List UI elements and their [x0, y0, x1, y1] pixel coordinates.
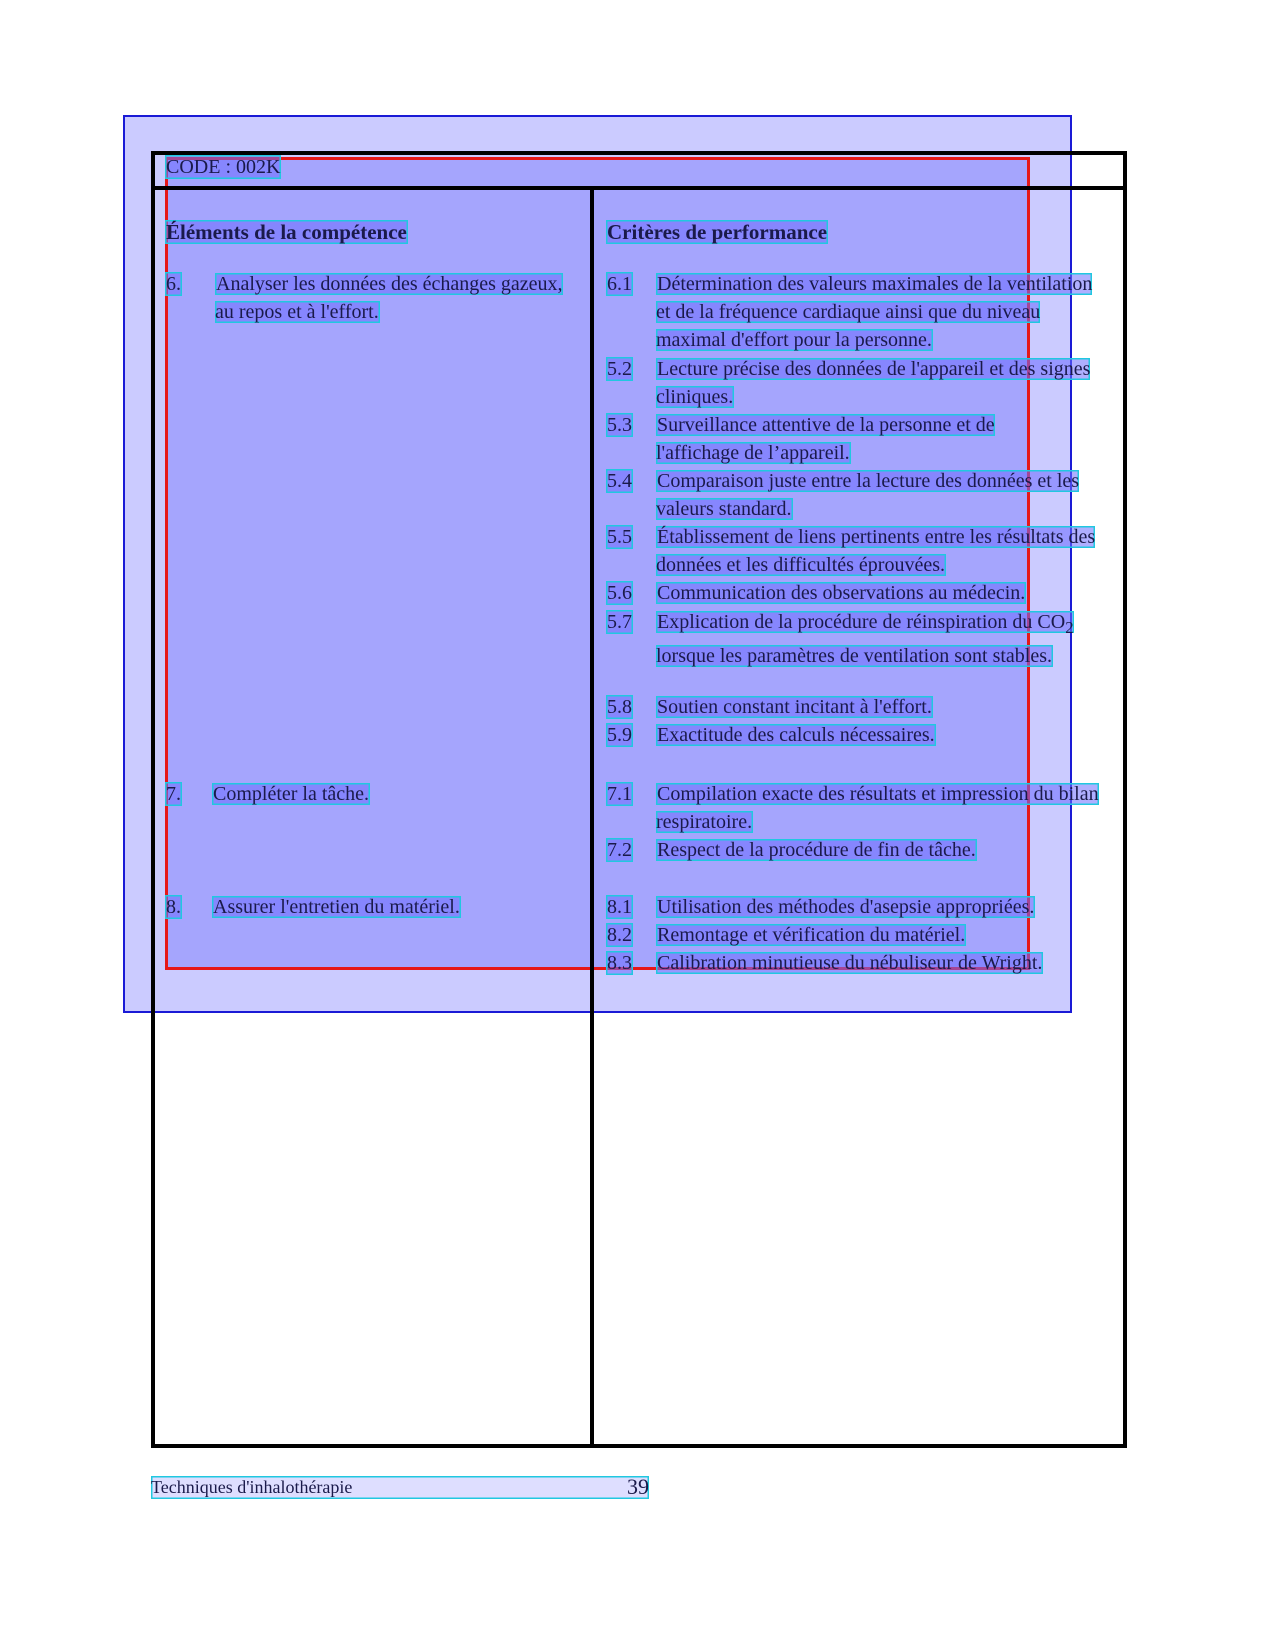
competence-code: CODE : 002K — [166, 156, 281, 178]
criterion-text: Établissement de liens pertinents entre les résultats des données et les difficultés éprouvées. — [656, 526, 1096, 577]
criterion-number: 5.8 — [607, 696, 632, 718]
criterion-text: Remontage et vérification du matériel. — [657, 924, 966, 946]
criterion-number: 8.1 — [607, 896, 632, 918]
criterion-text: Communication des observations au médecin. — [657, 582, 1026, 604]
table-column-divider — [590, 186, 594, 1448]
footer-title: Techniques d'inhalothérapie — [151, 1477, 353, 1497]
element-text: Analyser les données des échanges gazeux, au repos et à l'effort. — [215, 273, 563, 323]
header-elements: Éléments de la compétence — [166, 220, 407, 244]
co2-subscript: 2 — [1065, 618, 1074, 637]
page-number: 39 — [627, 1474, 649, 1499]
criterion-text: Utilisation des méthodes d'asepsie appropriées. — [657, 896, 1035, 918]
criterion-number: 5.2 — [607, 358, 632, 380]
criterion-text: Compilation exacte des résultats et impression du bilan respiratoire. — [656, 783, 1099, 834]
element-text: Compléter la tâche. — [213, 783, 370, 805]
element-number: 8. — [166, 896, 181, 918]
criterion-number: 6.1 — [607, 273, 632, 295]
header-criteria: Critères de performance — [607, 220, 828, 244]
page-footer — [151, 1476, 649, 1499]
table-header-divider — [151, 186, 1127, 190]
criterion-text: Calibration minutieuse du nébuliseur de Wright. — [657, 952, 1043, 974]
criterion-text: Explication de la procédure de réinspiration du $CO_2$ lorsque les paramètres de ventilation sont stables. — [656, 611, 1074, 668]
criterion-text: Surveillance attentive de la personne et de l'affichage de l’appareil. — [656, 414, 995, 465]
criterion-number: 5.6 — [607, 582, 632, 604]
criterion-number: 8.2 — [607, 924, 632, 946]
criterion-text: Comparaison juste entre la lecture des données et les valeurs standard. — [656, 470, 1080, 521]
element-number: 7. — [166, 783, 181, 805]
criterion-number: 5.4 — [607, 470, 632, 492]
criterion-number: 7.2 — [607, 839, 632, 861]
criterion-text: Soutien constant incitant à l'effort. — [657, 696, 932, 718]
criterion-number: 5.7 — [607, 611, 632, 633]
criterion-text: Détermination des valeurs maximales de la ventilation et de la fréquence cardiaque ainsi que du niveau maximal d'effort pour la personne. — [656, 273, 1093, 352]
criterion-number: 5.5 — [607, 526, 632, 548]
criterion-number: 8.3 — [607, 952, 632, 974]
criterion-text: Respect de la procédure de fin de tâche. — [657, 839, 976, 861]
criterion-number: 7.1 — [607, 783, 632, 805]
element-number: 6. — [166, 273, 181, 295]
criterion-text: Lecture précise des données de l'appareil et des signes cliniques. — [656, 358, 1091, 409]
criterion-number: 5.9 — [607, 724, 632, 746]
criterion-number: 5.3 — [607, 414, 632, 436]
criterion-text: Exactitude des calculs nécessaires. — [657, 724, 935, 746]
element-text: Assurer l'entretien du matériel. — [213, 896, 460, 918]
